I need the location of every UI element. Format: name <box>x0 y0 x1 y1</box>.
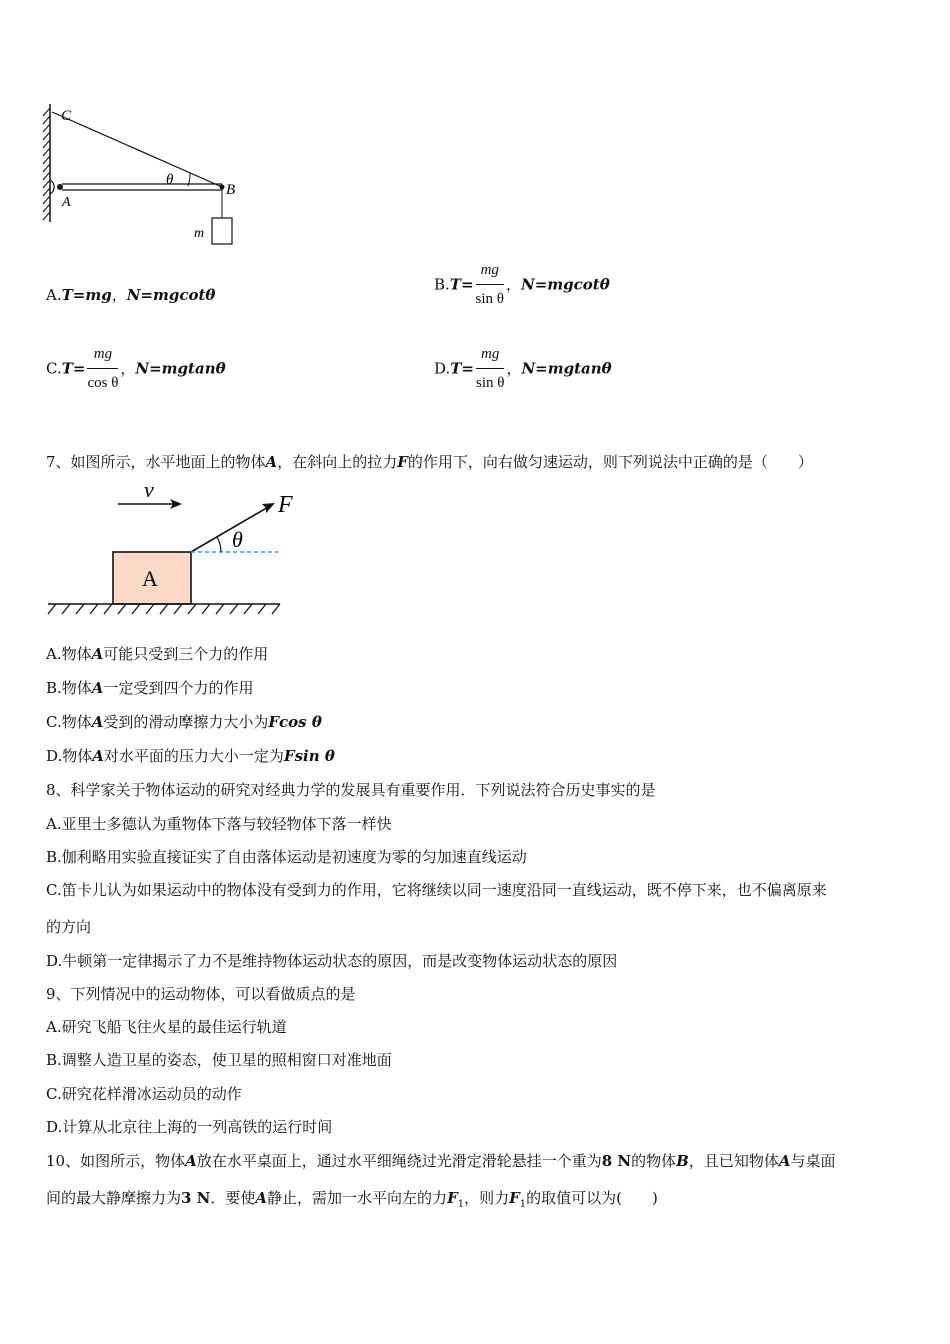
q6-option-a[interactable] <box>46 285 215 305</box>
stem-text: ，在斜向上的拉力 <box>277 453 398 471</box>
stem-subscript: 1 <box>519 1199 527 1210</box>
option-sep: ， <box>505 275 521 294</box>
ground-hatching <box>48 604 280 614</box>
option-text: B.物体 <box>46 679 92 697</box>
q6-option-c[interactable] <box>46 342 226 395</box>
q7-stem <box>46 452 813 472</box>
stem-text: 的物体 <box>631 1152 677 1170</box>
fraction <box>87 342 118 395</box>
stem-text: 放在水平桌面上，通过水平细绳绕过光滑定滑轮悬挂一个重为 <box>196 1152 602 1170</box>
force-arrow <box>191 506 270 552</box>
option-text: A.物体 <box>46 645 92 663</box>
stem-value: 3 N <box>181 1189 211 1207</box>
option-n: N=mgcotθ <box>521 275 610 294</box>
option-formula: Fsin θ <box>283 747 335 765</box>
q8-option-c-line2[interactable]: 的方向 <box>46 918 92 936</box>
label-theta: θ <box>232 527 243 552</box>
option-text: C.物体 <box>46 713 92 731</box>
rope-cb <box>52 112 222 187</box>
q8-stem: 8、科学家关于物体运动的研究对经典力学的发展具有重要作用．下列说法符合历史事实的是 <box>46 781 656 799</box>
joint-b <box>220 185 225 190</box>
stem-text: 的作用下，向右做匀速运动，则下列说法中正确的是（ ） <box>407 453 813 471</box>
label-theta: θ <box>166 172 174 188</box>
option-t: T= <box>61 359 86 378</box>
option-text: 受到的滑动摩擦力大小为 <box>103 713 269 731</box>
stem-symbol: A <box>255 1189 268 1207</box>
q6-option-d[interactable] <box>434 342 612 395</box>
stem-text: 10、如图所示，物体 <box>46 1152 186 1170</box>
stem-text: 7、如图所示，水平地面上的物体 <box>46 453 266 471</box>
fraction-denominator: cos θ <box>87 375 119 391</box>
wall-hatching <box>43 108 50 220</box>
q8-option-c-line1[interactable]: C.笛卡儿认为如果运动中的物体没有受到力的作用，它将继续以同一速度沿同一直线运动，既不停下来，也不偏离原来 <box>46 881 827 899</box>
option-t: T=mg <box>61 286 112 304</box>
q10-stem-line1 <box>46 1151 836 1171</box>
q6-figure <box>40 98 250 250</box>
label-v: v <box>144 480 154 502</box>
fraction <box>476 258 504 311</box>
option-t: T= <box>449 275 474 294</box>
stem-text: 与桌面 <box>790 1152 836 1170</box>
option-text: 一定受到四个力的作用 <box>103 679 254 697</box>
stem-symbol: A <box>265 453 278 471</box>
stem-symbol: A <box>778 1152 791 1170</box>
label-a: A <box>62 195 71 210</box>
fraction <box>476 342 504 395</box>
q7-option-c[interactable] <box>46 712 322 732</box>
option-symbol: A <box>91 713 104 731</box>
option-symbol: A <box>92 747 104 765</box>
option-symbol: A <box>91 679 104 697</box>
option-prefix: C. <box>46 359 62 378</box>
mass-block <box>212 218 232 244</box>
stem-symbol: F <box>397 453 408 471</box>
option-text: 可能只受到三个力的作用 <box>103 645 269 663</box>
q10-stem-line2 <box>46 1188 658 1215</box>
label-f: F <box>278 492 293 518</box>
stem-text: 间的最大静摩擦力为 <box>46 1189 182 1207</box>
fraction-numerator: mg <box>87 342 118 369</box>
force-arrowhead <box>262 503 275 513</box>
angle-arc <box>217 537 221 552</box>
q7-option-d[interactable] <box>46 746 335 766</box>
stem-text: ．要使 <box>210 1189 256 1207</box>
fraction-numerator: mg <box>476 258 504 285</box>
option-sep: ， <box>111 286 127 304</box>
fraction-numerator: mg <box>476 342 504 369</box>
q9-option-c[interactable]: C.研究花样滑冰运动员的动作 <box>46 1085 242 1103</box>
option-n: N=mgtanθ <box>521 359 612 378</box>
option-text: D.物体 <box>46 747 93 765</box>
stem-value: 8 N <box>601 1152 632 1170</box>
option-prefix: A. <box>46 286 62 304</box>
stem-text: 静止，需加一水平向左的力 <box>267 1189 448 1207</box>
fraction-denominator: sin θ <box>475 291 504 307</box>
stem-subscript: 1 <box>457 1199 465 1210</box>
q8-option-d[interactable]: D.牛顿第一定律揭示了力不是维持物体运动状态的原因，而是改变物体运动状态的原因 <box>46 952 618 970</box>
stem-symbol: A <box>185 1152 197 1170</box>
q9-stem: 9、下列情况中的运动物体，可以看做质点的是 <box>46 985 356 1003</box>
stem-symbol: F <box>509 1189 520 1207</box>
option-t: T= <box>450 359 474 378</box>
q9-option-a[interactable]: A.研究飞船飞往火星的最佳运行轨道 <box>46 1018 287 1036</box>
option-symbol: A <box>91 645 104 663</box>
q8-option-a[interactable]: A.亚里士多德认为重物体下落与较轻物体下落一样快 <box>46 815 392 833</box>
stem-symbol: F <box>447 1189 458 1207</box>
q7-option-b[interactable] <box>46 678 253 698</box>
q9-option-d[interactable]: D.计算从北京往上海的一列高铁的运行时间 <box>46 1118 333 1136</box>
stem-text: ，则力 <box>464 1189 510 1207</box>
label-m: m <box>194 226 205 241</box>
stem-text: 的取值可以为( ) <box>526 1189 658 1207</box>
q7-figure <box>46 480 306 620</box>
q8-option-b[interactable]: B.伽利略用实验直接证实了自由落体运动是初速度为零的匀加速直线运动 <box>46 848 527 866</box>
stem-symbol: B <box>676 1152 689 1170</box>
block-label: A <box>142 566 158 591</box>
fraction-denominator: sin θ <box>476 375 505 391</box>
option-text: 对水平面的压力大小一定为 <box>103 747 284 765</box>
option-n: N=mgtanθ <box>135 359 226 378</box>
label-c: C <box>61 108 72 124</box>
q9-option-b[interactable]: B.调整人造卫星的姿态，使卫星的照相窗口对准地面 <box>46 1051 392 1069</box>
q7-option-a[interactable] <box>46 644 268 664</box>
q6-option-b[interactable] <box>434 258 610 311</box>
stem-text: ，且已知物体 <box>688 1152 779 1170</box>
option-prefix: D. <box>434 359 451 378</box>
option-formula: Fcos θ <box>268 713 322 731</box>
option-sep: ， <box>506 359 522 378</box>
option-n: N=mgcotθ <box>126 286 216 304</box>
option-sep: ， <box>120 359 136 378</box>
option-prefix: B. <box>434 275 450 294</box>
label-b: B <box>226 182 236 198</box>
